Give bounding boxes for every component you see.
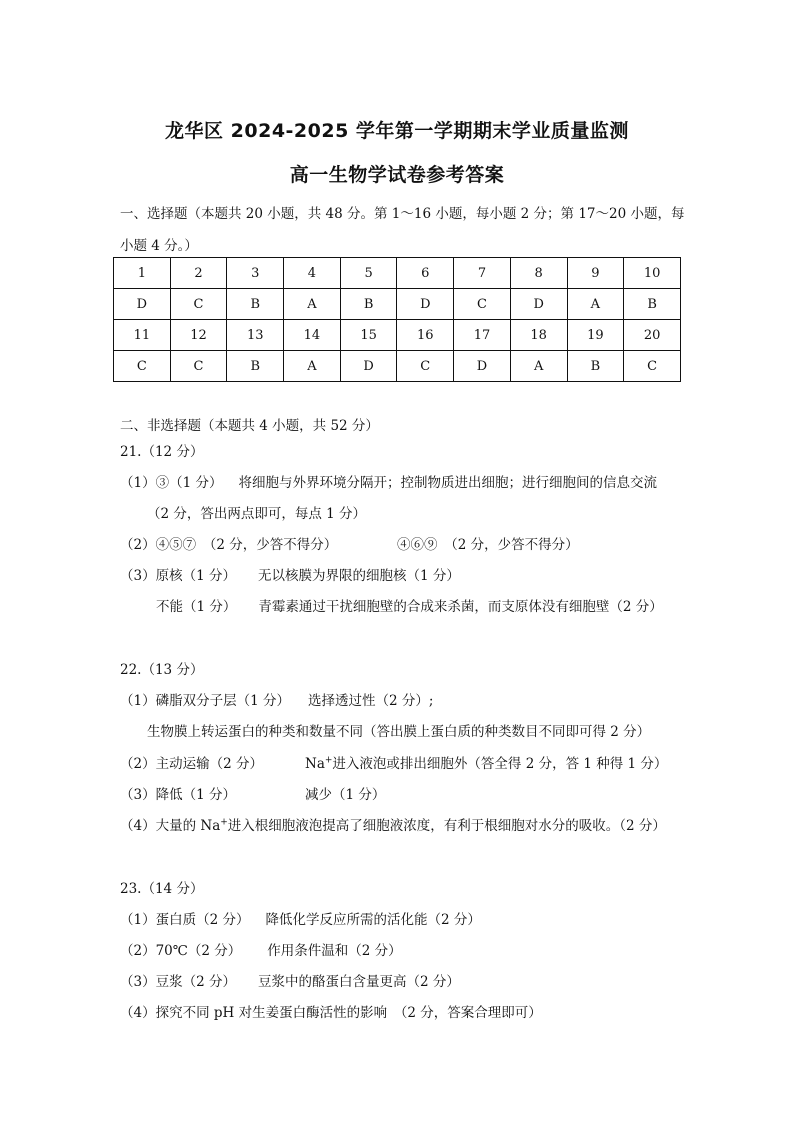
answer-table-cell: B bbox=[227, 289, 284, 320]
q22-part1 bbox=[120, 689, 433, 709]
answer-table-cell: A bbox=[567, 289, 624, 320]
answer-table-cell: B bbox=[340, 289, 397, 320]
answer-table-cell: 15 bbox=[340, 320, 397, 351]
q22-part2-b bbox=[305, 752, 667, 772]
q22-label: 22.（13 分） bbox=[120, 662, 204, 678]
q21-part2-b: ④⑥⑨ （2 分，少答不得分） bbox=[397, 537, 579, 553]
q21-part3-reason2: 青霉素通过干扰细胞壁的合成来杀菌，而支原体没有细胞壁（2 分） bbox=[258, 599, 663, 615]
q23-part2-answer: （2）70℃（2 分） bbox=[120, 943, 242, 959]
answer-table-cell: D bbox=[454, 351, 511, 382]
q22-part2-ion: Na bbox=[305, 756, 325, 772]
answer-table-number-row bbox=[114, 258, 681, 289]
answer-table-cell: 6 bbox=[397, 258, 454, 289]
answer-table-cell: B bbox=[624, 289, 681, 320]
answer-table-cell: D bbox=[397, 289, 454, 320]
answer-table-cell: C bbox=[114, 351, 171, 382]
answer-table-cell: 13 bbox=[227, 320, 284, 351]
answer-table-cell: 14 bbox=[284, 320, 341, 351]
answer-table-cell: 8 bbox=[510, 258, 567, 289]
answer-table-cell: 1 bbox=[114, 258, 171, 289]
q22-part3: （3）降低（1 分） bbox=[120, 787, 236, 803]
answer-table-cell: C bbox=[624, 351, 681, 382]
answer-table-cell: 17 bbox=[454, 320, 511, 351]
answer-table-cell: 12 bbox=[170, 320, 227, 351]
answer-table-answer-row bbox=[114, 351, 681, 382]
answer-table-cell: C bbox=[170, 351, 227, 382]
answer-table bbox=[113, 257, 681, 382]
q22-part1-answer-a: （1）磷脂双分子层（1 分） bbox=[120, 693, 290, 709]
q21-part3-answer2: 不能（1 分） bbox=[156, 599, 237, 615]
answer-table-cell: 3 bbox=[227, 258, 284, 289]
section2-heading: 二、非选择题（本题共 4 小题，共 52 分） bbox=[120, 418, 379, 434]
q22-part2-ion-charge: + bbox=[324, 755, 333, 766]
q23-part4: （4）探究不同 pH 对生姜蛋白酶活性的影响 （2 分，答案合理即可） bbox=[120, 1005, 542, 1021]
answer-table-answer-row bbox=[114, 289, 681, 320]
answer-table-cell: 2 bbox=[170, 258, 227, 289]
answer-table-number-row bbox=[114, 320, 681, 351]
answer-table-cell: B bbox=[227, 351, 284, 382]
q23-part3-answer: （3）豆浆（2 分） bbox=[120, 974, 236, 990]
q23-part1-answer: （1）蛋白质（2 分） bbox=[120, 912, 250, 928]
answer-table-cell: 10 bbox=[624, 258, 681, 289]
answer-table-cell: 9 bbox=[567, 258, 624, 289]
q22-part3-b: 减少（1 分） bbox=[305, 787, 386, 803]
answer-table-cell: C bbox=[454, 289, 511, 320]
q23-part1 bbox=[120, 908, 481, 928]
q21-part2-answer-a: （2）④⑤⑦ （2 分，少答不得分） bbox=[120, 537, 338, 553]
q21-part3-second bbox=[156, 595, 663, 615]
answer-table-cell: 4 bbox=[284, 258, 341, 289]
q22-part1-reason: 生物膜上转运蛋白的种类和数量不同（答出膜上蛋白质的种类数目不同即可得 2 分） bbox=[147, 724, 651, 740]
q23-part2-reason: 作用条件温和（2 分） bbox=[267, 943, 402, 959]
q21-part1 bbox=[120, 471, 657, 491]
answer-table-cell: 18 bbox=[510, 320, 567, 351]
answer-table-cell: C bbox=[170, 289, 227, 320]
q22-part2-detail: 进入液泡或排出细胞外（答全得 2 分，答 1 种得 1 分） bbox=[332, 756, 668, 772]
q22-part1-answer-b: 选择透过性（2 分）; bbox=[307, 693, 434, 709]
section1-heading-line1: 一、选择题（本题共 20 小题，共 48 分。第 1～16 小题，每小题 2 分；第 17～20 小题，每 bbox=[120, 206, 685, 222]
q21-part3 bbox=[120, 564, 460, 584]
q21-part2 bbox=[120, 533, 337, 553]
q22-part4-ion-charge: + bbox=[220, 817, 228, 828]
q21-label: 21.（12 分） bbox=[120, 444, 204, 460]
answer-table-cell: A bbox=[284, 351, 341, 382]
q23-part2 bbox=[120, 939, 402, 959]
answer-table-cell: A bbox=[510, 351, 567, 382]
q22-part4-post: 进入根细胞液泡提高了细胞液浓度，有利于根细胞对水分的吸收。（2 分） bbox=[227, 818, 666, 834]
answer-table-cell: 16 bbox=[397, 320, 454, 351]
q22-part4-pre: （4）大量的 Na bbox=[120, 818, 221, 834]
answer-table-cell: 20 bbox=[624, 320, 681, 351]
section1-heading-line2: 小题 4 分。） bbox=[120, 238, 198, 254]
q23-part3-reason: 豆浆中的酪蛋白含量更高（2 分） bbox=[257, 974, 460, 990]
answer-table-cell: D bbox=[340, 351, 397, 382]
answer-table-cell: 7 bbox=[454, 258, 511, 289]
q23-part1-reason: 降低化学反应所需的活化能（2 分） bbox=[265, 912, 481, 928]
answer-table-cell: A bbox=[284, 289, 341, 320]
page-title-line2: 高一生物学试卷参考答案 bbox=[289, 164, 505, 186]
q22-part4 bbox=[120, 814, 666, 834]
page-title-line1: 龙华区 2024-2025 学年第一学期期末学业质量监测 bbox=[165, 120, 629, 142]
q21-part3-reason: 无以核膜为界限的细胞核（1 分） bbox=[257, 568, 460, 584]
answer-table-cell: D bbox=[510, 289, 567, 320]
answer-table-cell: 11 bbox=[114, 320, 171, 351]
answer-table-cell: 19 bbox=[567, 320, 624, 351]
q23-label: 23.（14 分） bbox=[120, 881, 204, 897]
q21-part1-answer: （1）③（1 分） bbox=[120, 475, 223, 491]
q22-part2 bbox=[120, 752, 263, 772]
q22-part2-answer: （2）主动运输（2 分） bbox=[120, 756, 263, 772]
q21-part1-note: （2 分，答出两点即可，每点 1 分） bbox=[147, 506, 367, 522]
q21-part3-answer: （3）原核（1 分） bbox=[120, 568, 236, 584]
q23-part3 bbox=[120, 970, 460, 990]
answer-table-cell: 5 bbox=[340, 258, 397, 289]
answer-table-cell: B bbox=[567, 351, 624, 382]
answer-table-cell: D bbox=[114, 289, 171, 320]
q21-part1-functions: 将细胞与外界环境分隔开；控制物质进出细胞；进行细胞间的信息交流 bbox=[238, 475, 657, 491]
answer-table-cell: C bbox=[397, 351, 454, 382]
